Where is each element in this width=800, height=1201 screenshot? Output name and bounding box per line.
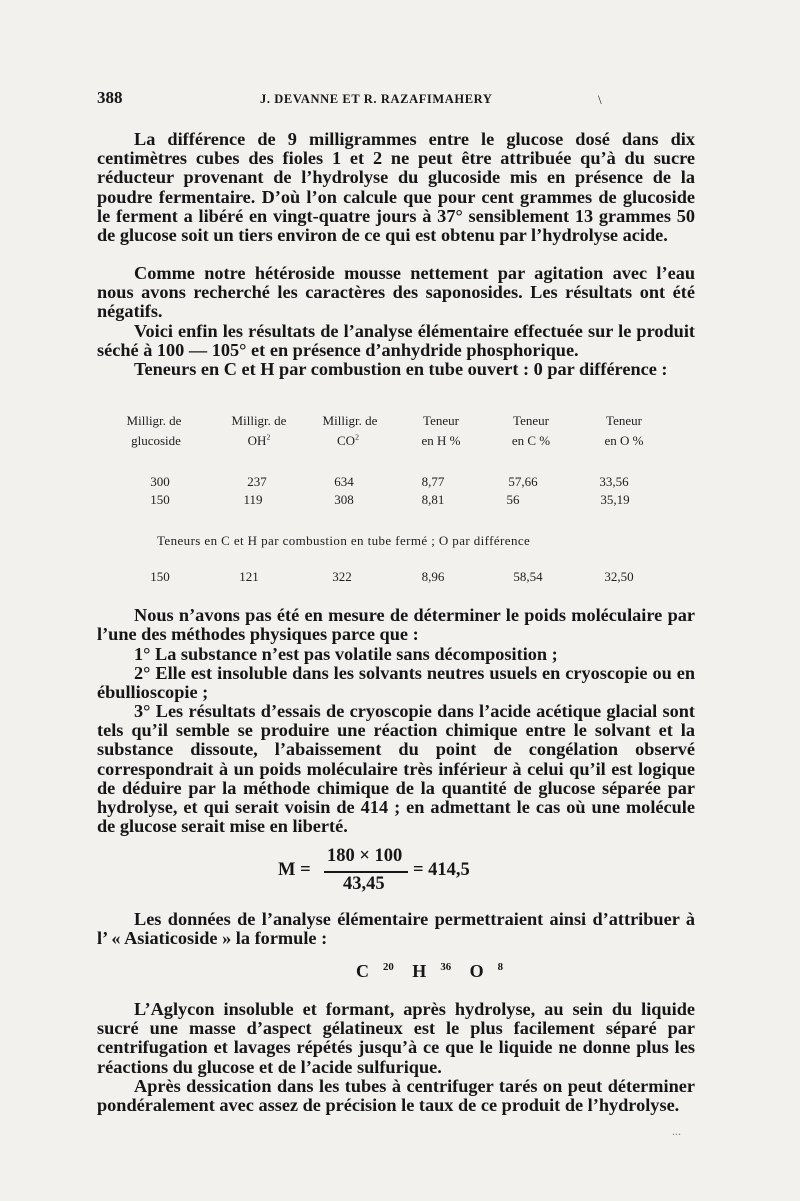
- equation-denominator: 43,45: [343, 874, 385, 894]
- table-header: en C %: [511, 433, 551, 448]
- table-cell: 237: [247, 474, 267, 489]
- equation-lhs: M =: [278, 860, 311, 880]
- table-cell: 119: [243, 492, 263, 507]
- page-number: 388: [97, 88, 123, 107]
- paragraph-5: Nous n’avons pas été en mesure de déterminer le poids moléculaire par l’une des méthodes physiques parce que :: [97, 605, 695, 645]
- element-symbol: O: [469, 961, 484, 981]
- paragraph-7: 2° Elle est insoluble dans les solvants neutres usuels en cryoscopie ou en ébullioscopie ;: [97, 663, 695, 703]
- paragraph-8: 3° Les résultats d’essais de cryoscopie dans l’acide acétique glacial sont tels qu’il semble se produire une réaction chimique entre le solvant et la substance dissoute, l’abaissement du point de congélation observé correspondrait à un poids moléculaire très inférieur à celui qu’il est logique de déduire par la méthode chimique de la quantité de glucose séparée par hydrolyse, et qui serait voisin de 414 ; en admettant le cas où une molécule de glucose serait mise en liberté.: [97, 701, 695, 837]
- table-header: en H %: [421, 433, 461, 448]
- paragraph-1: La différence de 9 milligrammes entre le glucose dosé dans dix centimètres cubes des fioles 1 et 2 ne peut être attribuée qu’à du sucre réducteur provenant de l’hydrolyse du glucoside mis en présence de la poudre fermentaire. D’où l’on calcule que pour cent grammes de glucoside le ferment a libéré en vingt-quatre jours à 37° sensiblement 13 grammes 50 de glucose soit un tiers environ de ce qui est obtenu par l’hydrolyse acide.: [97, 129, 695, 246]
- table-cell: 300: [150, 474, 170, 489]
- footer-dots: ...: [672, 1124, 681, 1138]
- table-cell: 58,54: [513, 569, 543, 584]
- table-cell: 150: [150, 492, 170, 507]
- table-cell: 56: [506, 492, 520, 507]
- table-subtitle: Teneurs en C et H par combustion en tube fermé ; O par différence: [157, 533, 531, 548]
- paragraph-9: Les données de l’analyse élémentaire permettraient ainsi d’attribuer à l’ « Asiaticoside » la formule :: [97, 909, 695, 949]
- table-cell: 35,19: [600, 492, 630, 507]
- paragraph-2: Comme notre hétéroside mousse nettement par agitation avec l’eau nous avons recherché les caractères des saponosides. Les résultats ont été négatifs.: [97, 263, 695, 322]
- table-cell: 322: [332, 569, 352, 584]
- table-header-sup: 2: [266, 432, 271, 442]
- paragraph-10: L’Aglycon insoluble et formant, après hydrolyse, au sein du liquide sucré une masse d’aspect gélatineux est le plus facilement séparé par centrifugation et lavages répétés jusqu’à ce que le liquide ne donne plus les réactions du glucose et de l’acide sulfurique.: [97, 999, 695, 1077]
- equation-rhs: = 414,5: [413, 860, 470, 880]
- table-header-sup: 2: [355, 432, 359, 442]
- element-count: 20: [383, 961, 394, 973]
- corner-mark: \: [598, 92, 602, 107]
- table-cell: 32,50: [604, 569, 634, 584]
- table-header: Teneur: [513, 413, 549, 428]
- table-header: Milligr. de: [231, 413, 287, 428]
- table-cell: 634: [334, 474, 354, 489]
- table-cell: 8,96: [421, 569, 445, 584]
- paragraph-4: Teneurs en C et H par combustion en tube ouvert : 0 par différence :: [134, 359, 668, 379]
- table-cell: 8,77: [421, 474, 445, 489]
- formula-oxygen: [470, 961, 503, 981]
- table-cell: 33,56: [599, 474, 629, 489]
- table-header: Milligr. de: [126, 413, 182, 428]
- element-symbol: C: [356, 961, 369, 981]
- chemical-formula: [356, 961, 517, 982]
- table-header-text: OH: [247, 433, 267, 448]
- running-title: J. DEVANNE ET R. RAZAFIMAHERY: [260, 92, 493, 106]
- table-header: Teneur: [423, 413, 459, 428]
- table-cell: 150: [150, 569, 170, 584]
- table-header: en O %: [604, 433, 644, 448]
- table-cell: 308: [334, 492, 354, 507]
- paragraph-6: 1° La substance n’est pas volatile sans décomposition ;: [134, 644, 558, 664]
- table-cell: 121: [239, 569, 259, 584]
- element-count: 8: [497, 961, 504, 973]
- paragraph-11: Après dessication dans les tubes à centrifuger tarés on peut déterminer pondéralement avec assez de précision le taux de ce produit de l’hydrolyse.: [97, 1076, 695, 1116]
- formula-carbon: [356, 961, 394, 981]
- formula-hydrogen: [412, 961, 451, 981]
- element-symbol: H: [412, 961, 427, 981]
- table-cell: 57,66: [508, 474, 538, 489]
- equation-numerator: 180 × 100: [327, 846, 403, 866]
- fraction-bar: [324, 871, 408, 873]
- table-header-text: CO: [337, 433, 356, 448]
- paragraph-3: Voici enfin les résultats de l’analyse élémentaire effectuée sur le produit séché à 100 — 105° et en présence d’anhydride phosphorique.: [97, 321, 695, 361]
- table-header: Teneur: [606, 413, 642, 428]
- table-header: glucoside: [131, 433, 181, 448]
- table-header: Milligr. de: [322, 413, 378, 428]
- table-cell: 8,81: [421, 492, 445, 507]
- element-count: 36: [440, 961, 452, 973]
